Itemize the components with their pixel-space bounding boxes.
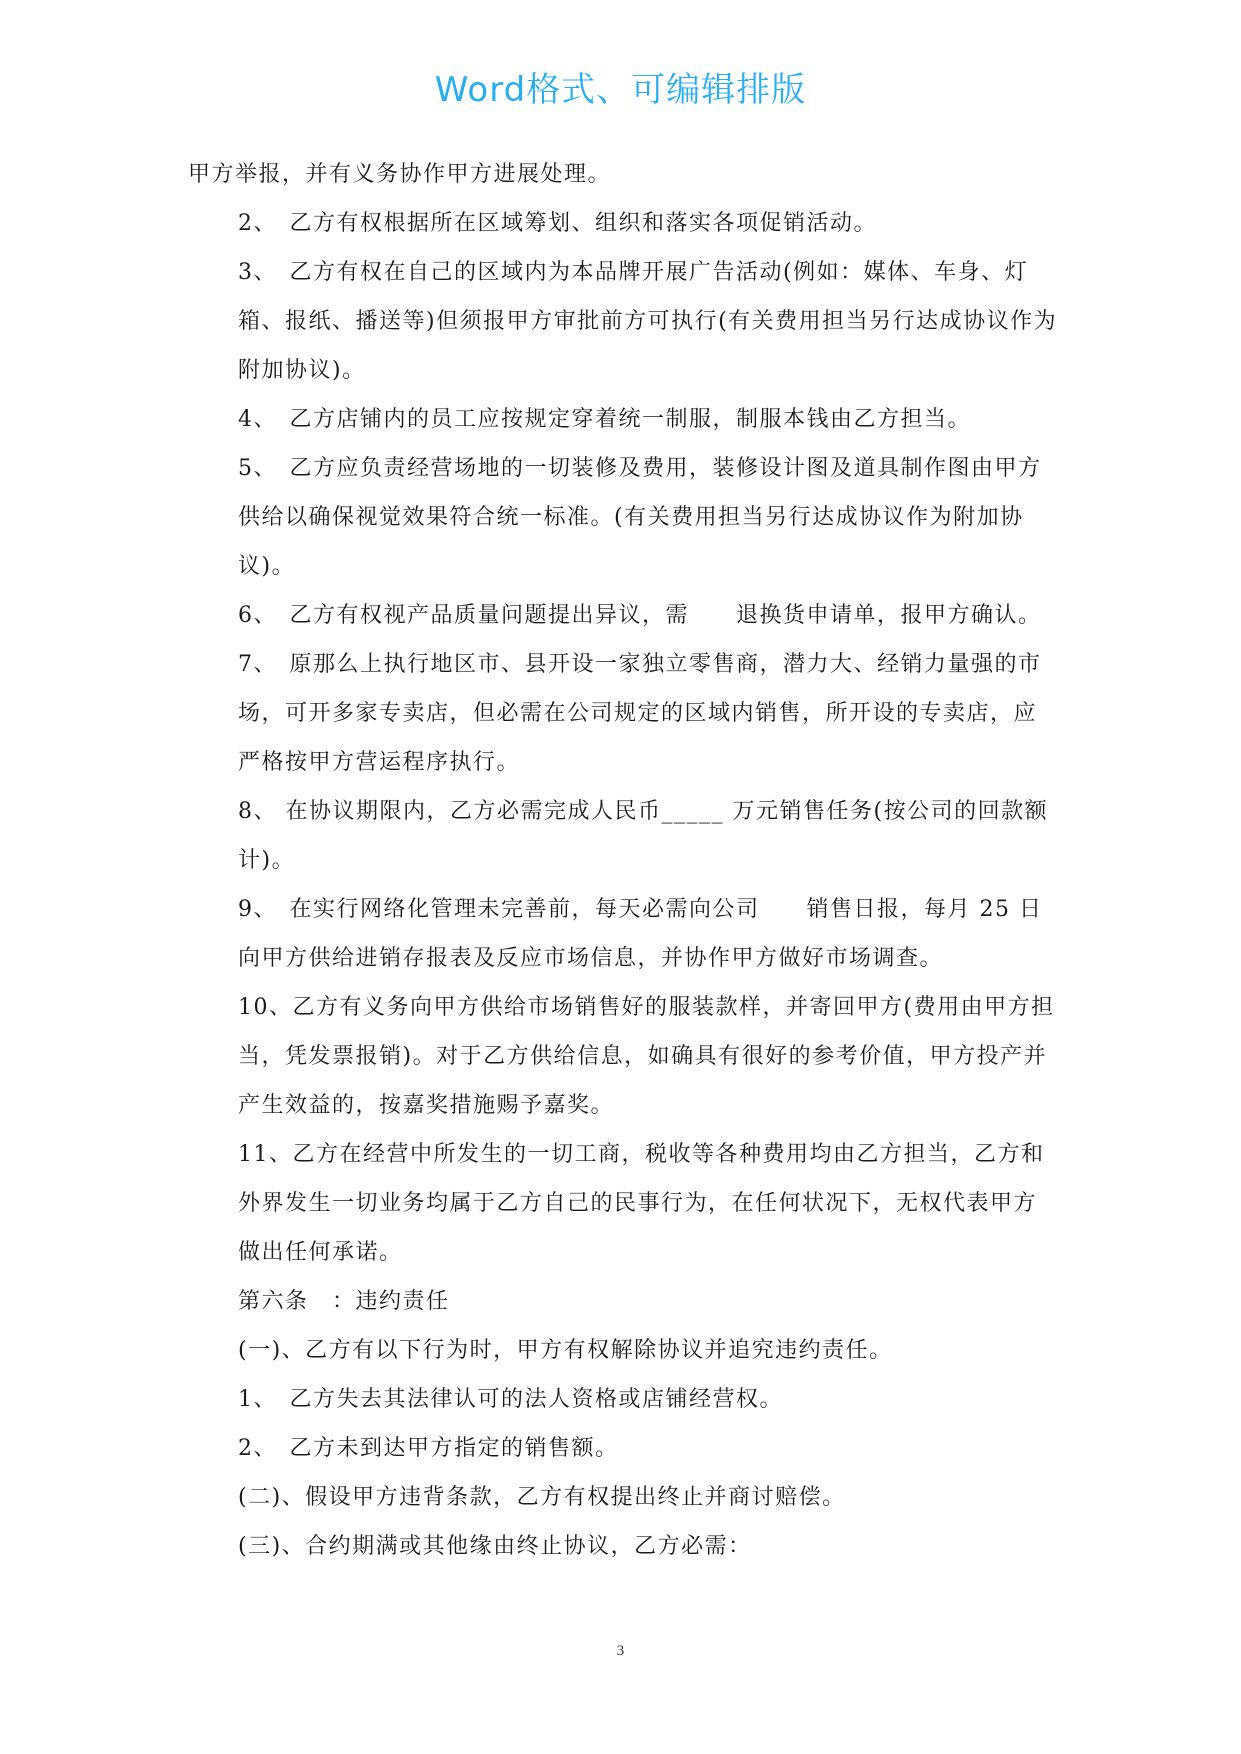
paragraph: 10、乙方有义务向甲方供给市场销售好的服装款样，并寄回甲方(费用由甲方担当，凭发票报销)。对于乙方供给信息，如确具有很好的参考价值，甲方投产并产生效益的，按嘉奖措施赐予嘉奖。 <box>238 995 1055 1118</box>
paragraph: 甲方举报，并有义务协作甲方进展处理。 <box>188 162 612 187</box>
header-title: Word格式、可编辑排版 <box>434 70 807 110</box>
paragraph: (二)、假设甲方违背条款，乙方有权提出终止并商讨赔偿。 <box>238 1485 846 1510</box>
paragraph: 11、乙方在经营中所发生的一切工商，税收等各种费用均由乙方担当，乙方和外界发生一切业务均属于乙方自己的民事行为，在任何状况下，无权代表甲方做出任何承诺。 <box>238 1142 1045 1265</box>
paragraph: 7、 原那么上执行地区市、县开设一家独立零售商，潜力大、经销力量强的市场，可开多家专卖店，但必需在公司规定的区域内销售，所开设的专卖店，应严格按甲方营运程序执行。 <box>238 652 1042 775</box>
section-heading: 第六条 ：违约责任 <box>238 1289 450 1314</box>
paragraph: (一)、乙方有以下行为时，甲方有权解除协议并追究违约责任。 <box>238 1338 893 1363</box>
document-body <box>188 150 1058 1571</box>
paragraph: 8、 在协议期限内，乙方必需完成人民币_____ 万元销售任务(按公司的回款额计)。 <box>238 799 1049 873</box>
paragraph: 5、 乙方应负责经营场地的一切装修及费用，装修设计图及道具制作图由甲方供给以确保视觉效果符合统一标准。(有关费用担当另行达成协议作为附加协议)。 <box>238 456 1042 579</box>
paragraph: 2、 乙方未到达甲方指定的销售额。 <box>238 1436 619 1461</box>
paragraph: (三)、合约期满或其他缘由终止协议，乙方必需： <box>238 1534 752 1559</box>
paragraph: 6、 乙方有权视产品质量问题提出异议，需 退换货申请单，报甲方确认。 <box>238 603 1042 628</box>
paragraph: 2、 乙方有权根据所在区域筹划、组织和落实各项促销活动。 <box>238 211 877 236</box>
paragraph: 3、 乙方有权在自己的区域内为本品牌开展广告活动(例如：媒体、车身、灯箱、报纸、播送等)但须报甲方审批前方可执行(有关费用担当另行达成协议作为附加协议)。 <box>238 260 1058 383</box>
paragraph: 9、 在实行网络化管理未完善前，每天必需向公司 销售日报，每月 25 日向甲方供给进销存报表及反应市场信息，并协作甲方做好市场调查。 <box>238 897 1043 971</box>
paragraph: 1、 乙方失去其法律认可的法人资格或店铺经营权。 <box>238 1387 783 1412</box>
paragraph: 4、 乙方店铺内的员工应按规定穿着统一制服，制服本钱由乙方担当。 <box>238 407 971 432</box>
page-number: 3 <box>616 1643 625 1659</box>
